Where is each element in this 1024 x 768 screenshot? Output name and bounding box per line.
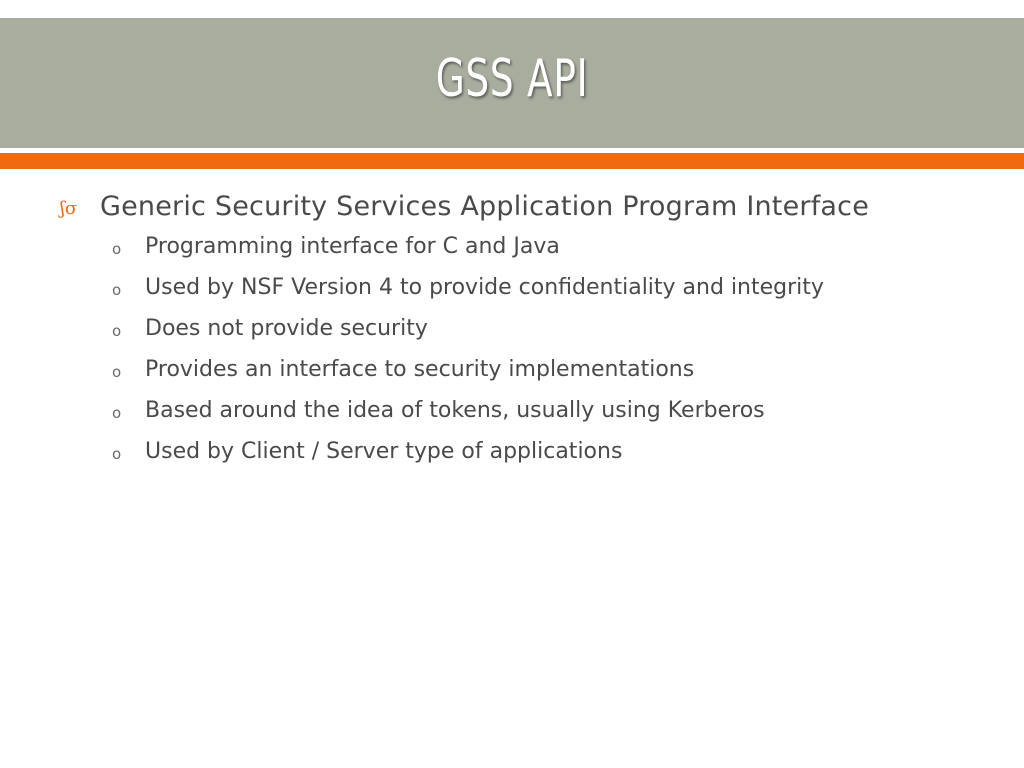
sub-bullet-text: Provides an interface to security implementations bbox=[145, 357, 695, 382]
title-bar bbox=[0, 18, 1024, 148]
circle-bullet-icon: o bbox=[112, 321, 122, 340]
slide-title: GSS API bbox=[435, 49, 589, 109]
sub-bullet bbox=[60, 267, 1000, 308]
accent-stripe bbox=[0, 153, 1024, 169]
slide-body bbox=[60, 186, 1000, 472]
bullet-level1-text: Generic Security Services Application Program Interface bbox=[100, 190, 870, 222]
sub-bullet-text: Programming interface for C and Java bbox=[145, 234, 560, 259]
circle-bullet-icon: o bbox=[112, 239, 122, 258]
circle-bullet-icon: o bbox=[112, 403, 122, 422]
sub-bullet-list bbox=[60, 226, 1000, 472]
sub-bullet-text: Used by NSF Version 4 to provide confidentiality and integrity bbox=[145, 275, 824, 300]
circle-bullet-icon: o bbox=[112, 362, 122, 381]
sub-bullet-text: Based around the idea of tokens, usually using Kerberos bbox=[145, 398, 765, 423]
sub-bullet bbox=[60, 226, 1000, 267]
sub-bullet bbox=[60, 349, 1000, 390]
bullet-level1 bbox=[60, 186, 1000, 226]
circle-bullet-icon: o bbox=[112, 280, 122, 299]
scroll-curl-icon: ʃσ bbox=[60, 197, 78, 219]
sub-bullet-text: Used by Client / Server type of applications bbox=[145, 439, 623, 464]
sub-bullet bbox=[60, 390, 1000, 431]
sub-bullet bbox=[60, 308, 1000, 349]
sub-bullet-text: Does not provide security bbox=[145, 316, 428, 341]
sub-bullet bbox=[60, 431, 1000, 472]
circle-bullet-icon: o bbox=[112, 444, 122, 463]
